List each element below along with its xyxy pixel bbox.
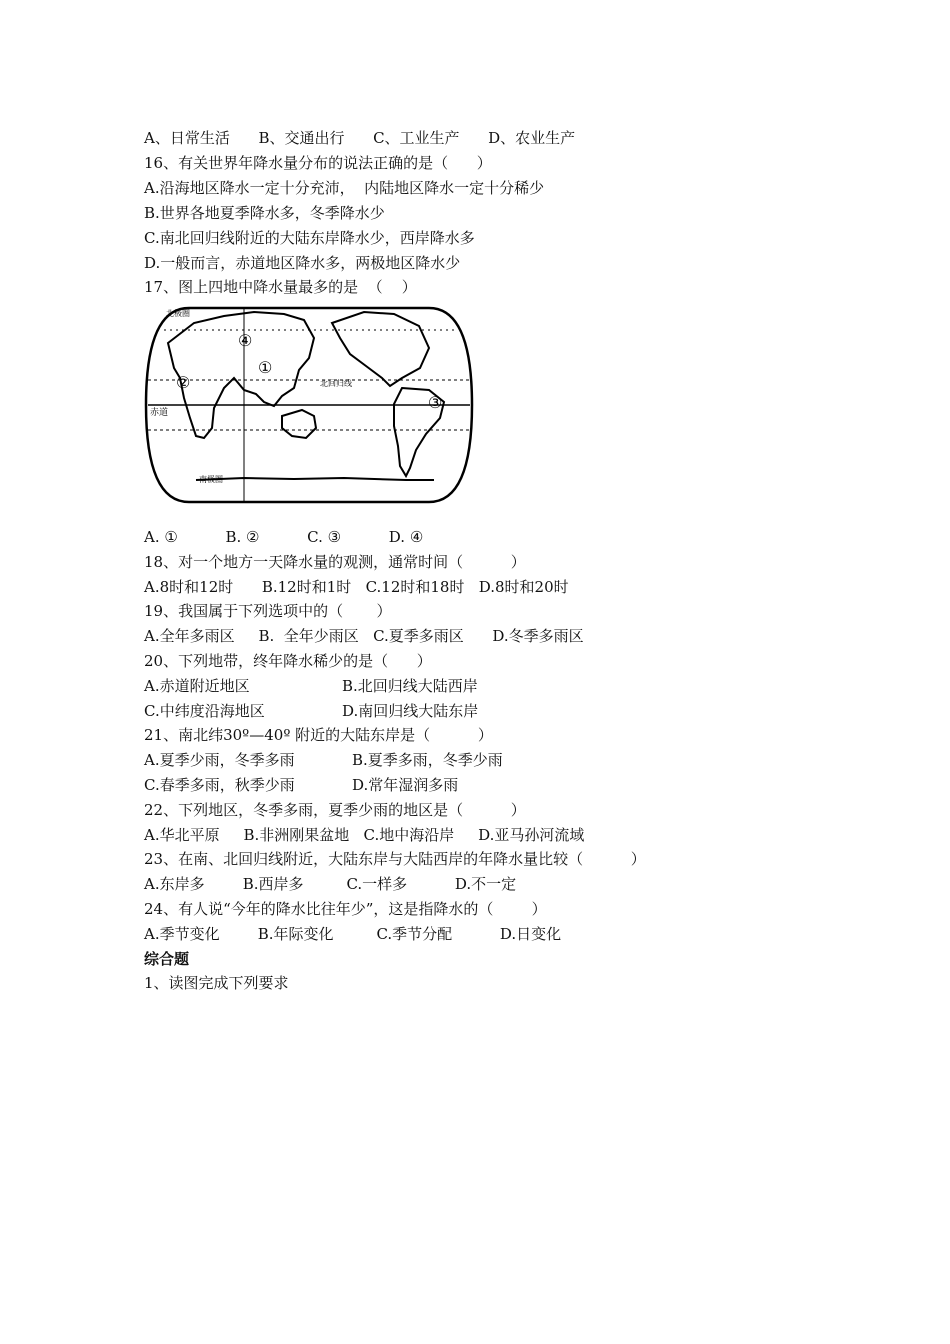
question-21: 21、南北纬30º—40º 附近的大陆东岸是（ ） [144, 726, 493, 744]
question-24: 24、有人说“今年的降水比往年少”，这是指降水的（ ） [144, 900, 547, 918]
q24-options: A.季节变化 B.年际变化 C.季节分配 D.日变化 [144, 925, 562, 943]
arctic-circle-label: 北极圈 [166, 309, 190, 318]
question-17: 17、图上四地中降水量最多的是 （ ） [144, 278, 417, 296]
q20-option-c: C.中纬度沿海地区 [144, 702, 265, 720]
tropic-of-cancer-label: 北回归线 [320, 379, 352, 388]
q23-options: A.东岸多 B.西岸多 C.一样多 D.不一定 [144, 875, 517, 893]
world-map-figure [144, 298, 474, 512]
q16-option-b: B.世界各地夏季降水多，冬季降水少 [144, 204, 385, 222]
q16-option-d: D.一般而言，赤道地区降水多，两极地区降水少 [144, 254, 461, 272]
marker-1: ① [258, 358, 273, 377]
antarctic-circle-label: 南极圈 [199, 475, 223, 484]
question-20: 20、下列地带，终年降水稀少的是（ ） [144, 652, 432, 670]
q20-option-d: D.南回归线大陆东岸 [342, 702, 479, 720]
q21-option-b: B.夏季多雨，冬季少雨 [352, 751, 503, 769]
q21-option-a: A.夏季少雨，冬季多雨 [144, 751, 295, 769]
marker-2: ② [176, 373, 191, 392]
question-23: 23、在南、北回归线附近，大陆东岸与大陆西岸的年降水量比较（ ） [144, 850, 646, 868]
q16-option-c: C.南北回归线附近的大陆东岸降水少，西岸降水多 [144, 229, 475, 247]
marker-3: ③ [428, 393, 443, 412]
question-18: 18、对一个地方一天降水量的观测，通常时间（ ） [144, 553, 526, 571]
marker-4: ④ [238, 331, 253, 350]
world-precipitation-map [144, 298, 474, 512]
section-heading: 综合题 [144, 950, 190, 968]
question-19: 19、我国属于下列选项中的（ ） [144, 602, 392, 620]
q20-option-a: A.赤道附近地区 [144, 677, 250, 695]
q22-options: A.华北平原 B.非洲刚果盆地 C.地中海沿岸 D.亚马孙河流域 [144, 826, 585, 844]
q18-options: A.8时和12时 B.12时和1时 C.12时和18时 D.8时和20时 [144, 578, 569, 596]
q16-option-a: A.沿海地区降水一定十分充沛， 内陆地区降水一定十分稀少 [144, 179, 545, 197]
question-22: 22、下列地区，冬季多雨，夏季少雨的地区是（ ） [144, 801, 526, 819]
q15-options: A、日常生活 B、交通出行 C、工业生产 D、农业生产 [144, 129, 576, 147]
equator-label: 赤道 [150, 408, 169, 418]
q17-options: A. ① B. ② C. ③ D. ④ [144, 528, 424, 546]
q21-option-c: C.春季多雨，秋季少雨 [144, 776, 295, 794]
q21-option-d: D.常年湿润多雨 [352, 776, 459, 794]
q19-options: A.全年多雨区 B. 全年少雨区 C.夏季多雨区 D.冬季多雨区 [144, 627, 584, 645]
question-16: 16、有关世界年降水量分布的说法正确的是（ ） [144, 154, 492, 172]
q20-option-b: B.北回归线大陆西岸 [342, 677, 478, 695]
comprehensive-question-1: 1、读图完成下列要求 [144, 974, 289, 992]
